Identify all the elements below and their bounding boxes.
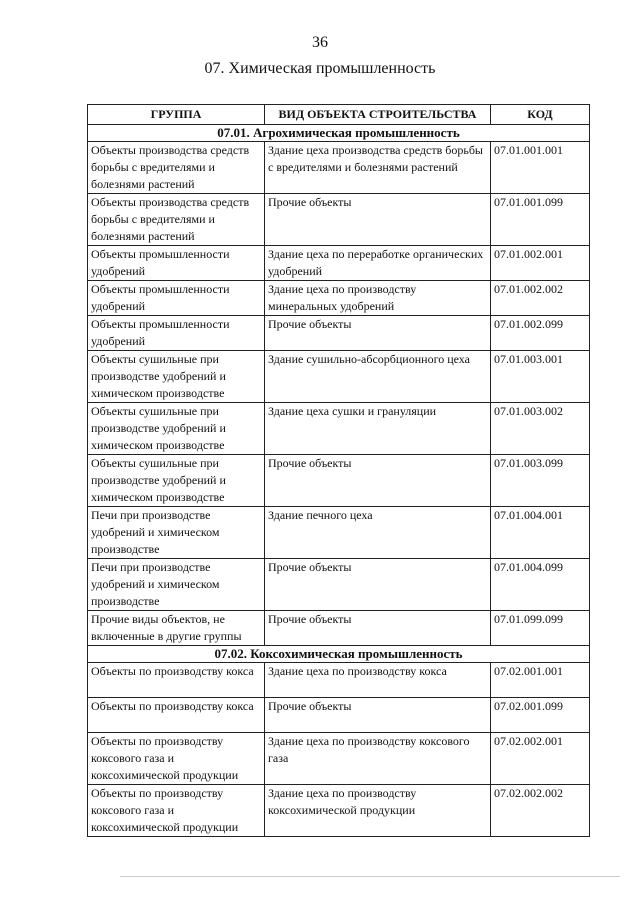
object-type-cell: Прочие объекты <box>265 698 491 733</box>
object-type-cell: Здание цеха по производству минеральных удобрений <box>265 281 491 316</box>
group-cell: Объекты промышленности удобрений <box>88 246 265 281</box>
table-row <box>88 611 590 646</box>
code-cell: 07.01.003.001 <box>491 351 590 403</box>
section-row <box>88 125 590 142</box>
table-row <box>88 316 590 351</box>
code-cell: 07.01.002.099 <box>491 316 590 351</box>
object-type-cell: Прочие объекты <box>265 316 491 351</box>
object-type-cell: Здание цеха по переработке органических удобрений <box>265 246 491 281</box>
object-type-cell: Здание цеха по производству кокса <box>265 663 491 698</box>
table-row <box>88 785 590 837</box>
code-cell: 07.02.001.099 <box>491 698 590 733</box>
scan-edge-line <box>120 876 620 877</box>
group-cell: Объекты по производству коксового газа и коксохимической продукции <box>88 785 265 837</box>
table-row <box>88 698 590 733</box>
group-cell: Объекты по производству кокса <box>88 698 265 733</box>
object-type-cell: Здание печного цеха <box>265 507 491 559</box>
group-cell: Объекты промышленности удобрений <box>88 316 265 351</box>
code-cell: 07.01.003.099 <box>491 455 590 507</box>
section-row <box>88 646 590 663</box>
group-cell: Печи при производстве удобрений и химическом производстве <box>88 507 265 559</box>
page-number: 36 <box>312 34 328 51</box>
group-cell: Объекты сушильные при производстве удобрений и химическом производстве <box>88 403 265 455</box>
table-row <box>88 246 590 281</box>
table-row <box>88 455 590 507</box>
code-cell: 07.02.002.002 <box>491 785 590 837</box>
group-cell: Объекты производства средств борьбы с вредителями и болезнями растений <box>88 142 265 194</box>
header-code: КОД <box>491 105 590 125</box>
code-cell: 07.01.003.002 <box>491 403 590 455</box>
group-cell: Объекты по производству кокса <box>88 663 265 698</box>
table-header-row <box>88 105 590 125</box>
table-row <box>88 507 590 559</box>
object-type-cell: Здание цеха сушки и грануляции <box>265 403 491 455</box>
object-type-cell: Здание цеха по производству коксового газа <box>265 733 491 785</box>
object-type-cell: Прочие объекты <box>265 455 491 507</box>
table-row <box>88 142 590 194</box>
group-cell: Объекты сушильные при производстве удобрений и химическом производстве <box>88 455 265 507</box>
table-row <box>88 403 590 455</box>
object-type-cell: Здание цеха по производству коксохимической продукции <box>265 785 491 837</box>
table-body <box>88 125 590 837</box>
object-type-cell: Здание цеха производства средств борьбы с вредителями и болезнями растений <box>265 142 491 194</box>
code-cell: 07.01.001.001 <box>491 142 590 194</box>
code-cell: 07.02.001.001 <box>491 663 590 698</box>
page-title: 07. Химическая промышленность <box>204 60 436 77</box>
object-type-cell: Прочие объекты <box>265 559 491 611</box>
section-title: 07.01. Агрохимическая промышленность <box>88 125 590 142</box>
header-object-type: ВИД ОБЪЕКТА СТРОИТЕЛЬСТВА <box>265 105 491 125</box>
table-row <box>88 559 590 611</box>
object-type-cell: Прочие объекты <box>265 194 491 246</box>
code-cell: 07.01.004.099 <box>491 559 590 611</box>
code-cell: 07.02.002.001 <box>491 733 590 785</box>
code-cell: 07.01.099.099 <box>491 611 590 646</box>
group-cell: Печи при производстве удобрений и химическом производстве <box>88 559 265 611</box>
group-cell: Объекты по производству коксового газа и коксохимической продукции <box>88 733 265 785</box>
group-cell: Объекты промышленности удобрений <box>88 281 265 316</box>
code-cell: 07.01.004.001 <box>491 507 590 559</box>
code-cell: 07.01.002.001 <box>491 246 590 281</box>
section-title: 07.02. Коксохимическая промышленность <box>88 646 590 663</box>
code-cell: 07.01.002.002 <box>491 281 590 316</box>
code-cell: 07.01.001.099 <box>491 194 590 246</box>
group-cell: Объекты производства средств борьбы с вредителями и болезнями растений <box>88 194 265 246</box>
object-type-cell: Прочие объекты <box>265 611 491 646</box>
group-cell: Объекты сушильные при производстве удобрений и химическом производстве <box>88 351 265 403</box>
table-row <box>88 281 590 316</box>
classification-table <box>87 104 590 837</box>
table-row <box>88 351 590 403</box>
header-group: ГРУППА <box>88 105 265 125</box>
group-cell: Прочие виды объектов, не включенные в другие группы <box>88 611 265 646</box>
table-row <box>88 733 590 785</box>
table-row <box>88 663 590 698</box>
object-type-cell: Здание сушильно-абсорбционного цеха <box>265 351 491 403</box>
table-row <box>88 194 590 246</box>
